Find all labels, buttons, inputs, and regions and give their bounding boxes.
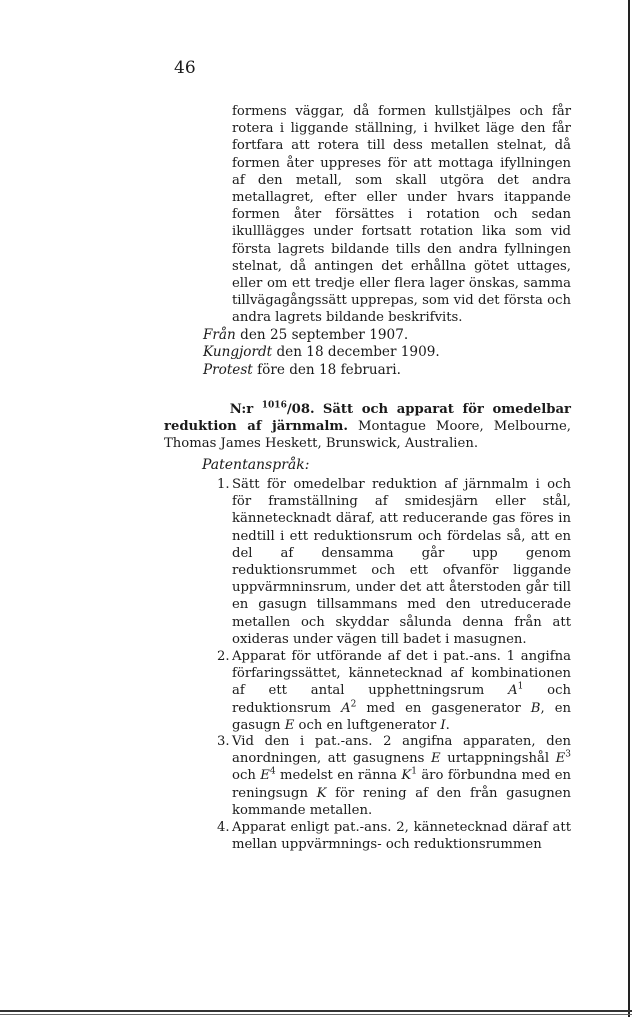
claim-1 (217, 476, 571, 648)
patent-entry (164, 401, 571, 453)
date-protest-label: Protest (203, 361, 253, 378)
patent-number: N:r $^{1016}$/08. (229, 400, 315, 417)
date-kungjordt-value: den 18 december 1909. (276, 344, 440, 361)
scan-edge-right (628, 0, 630, 1017)
date-fran-value: den 25 september 1907. (240, 327, 409, 343)
claim-4 (217, 819, 571, 853)
claim-text: Sätt för omedelbar reduktion af järnmalm i och för framställning af smidesjärn eller stål, kännetecknadt däraf, att reducerande gas föres in nedtill i ett reduktionsrum och fördelas så, att en del af densamma går upp genom reduktionsrummet och ett ofvanför liggande uppvärmninsrum, under det att återstoden går till en gasugn tillsammans med den utreducerade metallen och skyddar sålunda denna från att oxideras under vägen till badet i masugnen. (232, 477, 571, 647)
claim-3: 3. Vid den i pat.-ans. 2 angifna apparaten, den anordningen, att gasugnens E urtappningshål $E^3$ och $E^4$ medelst en ränna $K^1$ äro förbundna med en reningsugn K för rening af den från gasugnen kommande metallen. (217, 734, 572, 818)
date-fran (203, 327, 440, 344)
claim-number: 2. (217, 649, 230, 664)
claim-number: 4. (217, 820, 230, 835)
scan-edge-bottom (0, 1010, 632, 1012)
date-fran-label: Från (203, 327, 236, 343)
claim-2: 2. Apparat för utförande af det i pat.-ans. 1 angifna förfaringssättet, kännetecknad af kombinationen af ett antal upphettningsrum $A^1$ och reduktionsrum $A^2$ med en gasgenerator B, en gasugn E och en luftgenerator I. (217, 649, 572, 733)
page-number: 46 (174, 58, 196, 78)
claim-text: Apparat enligt pat.-ans. 2, kännetecknad däraf att mellan uppvärmnings- och reduktionsrummen (232, 820, 571, 853)
claim-number: 1. (217, 477, 230, 492)
claims-heading: Patentanspråk: (202, 457, 310, 473)
continued-paragraph: formens väggar, då formen kullstjälpes och får rotera i liggande ställning, i hvilket läge den får fortfara att rotera till dess metallen stelnat, då formen åter uppreses för att mottaga ifyllningen af den metall, som skall utgöra det andra metallagret, efter eller under hvars itappande formen åter försättes i rotation och sedan ikulllägges under fortsatt rotation lika som vid första lagrets bildande tills den andra fyllningen stelnat, då antingen det erhållna götet uttages, eller om ett tredje eller flera lager önskas, samma tillvägagångssätt upprepas, som vid det första och andra lagrets bildande beskrifvits. (232, 104, 571, 326)
claim-number: 3. (217, 734, 230, 749)
date-protest-value: före den 18 februari. (257, 361, 401, 378)
patent-applicants: Montague Moore, Melbourne, Thomas James Heskett, Brunswick, Australien. (164, 419, 571, 452)
patent-title: Sätt och apparat för omedelbar reduktion af järnmalm. (164, 402, 571, 435)
date-block (203, 327, 440, 379)
date-protest (203, 362, 440, 379)
date-kungjordt-label: Kungjordt (203, 344, 273, 361)
scan-edge-bottom-inner (0, 1014, 632, 1015)
date-kungjordt (203, 344, 440, 361)
